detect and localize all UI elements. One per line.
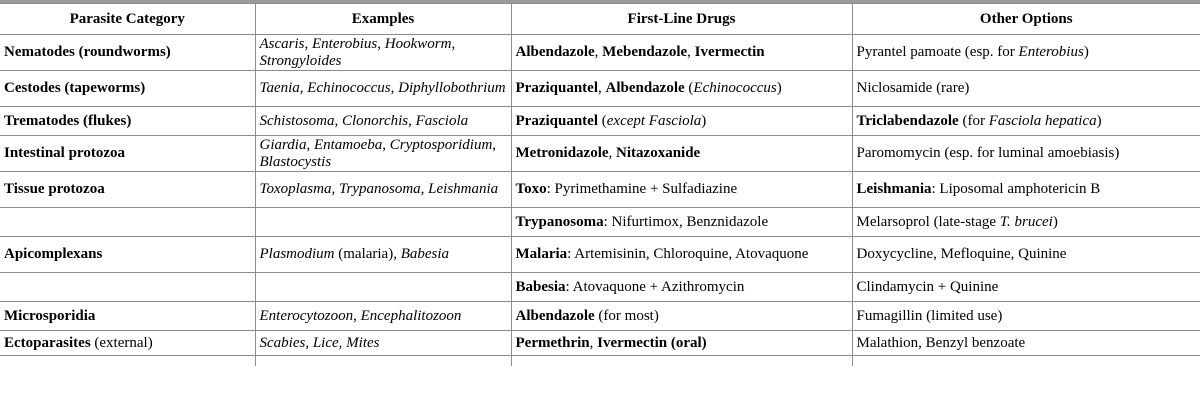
examples-text: Ascaris [259,35,305,52]
table-row [0,273,1200,302]
cell-category [0,107,255,136]
table-row-cutoff [0,356,1200,367]
drugs-text: Babesia [515,278,566,295]
cell-first-line-drugs [511,136,852,172]
drugs-text: : Atovaquone + Azithromycin [565,278,745,295]
category-text: Nematodes (roundworms) [4,44,171,60]
cell-category [0,237,255,273]
cell-first-line-drugs [511,71,852,107]
drugs-text: , [594,44,603,60]
examples-text: Scabies [259,334,306,351]
examples-text: , [492,136,497,153]
cell-category [0,35,255,71]
cell-examples [255,208,511,237]
cell-other-options [852,302,1200,331]
cell-examples [255,35,511,71]
header-examples: Examples [255,4,511,35]
drugs-text: Praziquantel [515,80,598,96]
examples-text: , [331,181,339,197]
category-text: Cestodes (tapeworms) [4,80,146,96]
examples-text: , [390,80,399,96]
examples-text: , [334,112,342,129]
cell-other-options [852,107,1200,136]
examples-text: Entamoeba [313,136,383,153]
examples-text: Cryptosporidium [389,136,493,153]
other-text: ) [1052,213,1058,230]
other-text: Paromomycin (esp. for luminal amoebiasis) [856,145,1120,161]
other-text: Melarsoprol (late-stage [856,213,1000,230]
examples-text: , [306,136,314,153]
drugs-text: Albendazole [515,307,595,324]
other-text: ) [1096,112,1102,129]
cell-first-line-drugs [511,237,852,273]
other-text: Fumagillin (limited use) [856,307,1003,324]
examples-text: Trypanosoma [338,181,421,197]
other-text: Fasciola hepatica [988,112,1097,129]
drugs-text: except Fasciola [606,112,702,129]
examples-text: Hookworm [384,35,452,52]
drugs-text: Mebendazole [602,44,688,60]
other-text: Pyrantel pamoate (esp. for [856,44,1019,60]
examples-text: Fasciola [415,112,469,129]
cell-category [0,71,255,107]
other-text: Clindamycin + Quinine [856,278,999,295]
drugs-text: ( [598,112,607,129]
examples-text: Giardia [259,136,307,153]
examples-text: , [408,112,416,129]
other-text: Leishmania [856,181,932,197]
drugs-text: Echinococcus [693,80,777,96]
drugs-text: , [589,334,598,351]
table-row [0,302,1200,331]
drugs-text: Permethrin [515,334,590,351]
cell-examples [255,302,511,331]
cell-examples [255,136,511,172]
examples-text: , [451,35,456,52]
examples-text: Leishmania [428,181,499,197]
cell-other-options [852,172,1200,208]
drugs-text: Albendazole [605,80,685,96]
drugs-text: Toxo [515,181,547,197]
cell-other-options [852,273,1200,302]
cell-examples [255,331,511,356]
examples-text: Diphyllobothrium [398,80,506,96]
category-text: Apicomplexans [4,246,103,262]
drugs-text: , [608,145,617,161]
cell-category [0,172,255,208]
examples-text: , [382,136,390,153]
category-text: Intestinal protozoa [4,145,125,161]
examples-text: Schistosoma [259,112,335,129]
drugs-text: , [598,80,606,96]
table-row [0,35,1200,71]
drugs-text: : Artemisinin, Chloroquine, Atovaquone [567,246,809,262]
examples-text: , [338,334,347,351]
other-text: Triclabendazole [856,112,959,129]
cell-other-options [852,237,1200,273]
cell-first-line-drugs [511,208,852,237]
cell-category [0,208,255,237]
cell-other-options [852,35,1200,71]
examples-text: , [305,334,313,351]
drugs-text: Metronidazole [515,145,609,161]
drugs-text: ) [776,80,782,96]
cell-other-options [852,208,1200,237]
drugs-text: , [687,44,695,60]
table-row [0,136,1200,172]
cell-first-line-drugs [511,172,852,208]
header-row [0,4,1200,35]
drugs-text: ( [684,80,694,96]
cell-examples [255,107,511,136]
examples-text: Encephalitozoon [360,307,462,324]
examples-text: , [304,35,312,52]
drugs-text: Ivermectin (oral) [597,334,707,351]
other-text: Enterobius [1018,44,1084,60]
cell-first-line-drugs [511,331,852,356]
drugs-text: (for most) [594,307,659,324]
category-text: (external) [90,334,153,351]
table-row [0,237,1200,273]
cell-category [0,302,255,331]
header-parasite-category: Parasite Category [0,4,255,35]
cell-first-line-drugs [511,35,852,71]
examples-text: , [353,307,361,324]
examples-text: Lice [312,334,339,351]
examples-text: Enterobius [312,35,378,52]
header-first-line-drugs: First-Line Drugs [511,4,852,35]
cell-other-options [852,136,1200,172]
other-text: : Liposomal amphotericin B [931,181,1101,197]
other-text: ) [1083,44,1089,60]
category-text: Ectoparasites [4,334,91,351]
other-text: Malathion, Benzyl benzoate [856,334,1026,351]
category-text: Microsporidia [4,307,96,324]
antiparasitic-drug-table [0,3,1200,366]
examples-text: , [377,35,385,52]
cell-other-options [852,331,1200,356]
examples-text: Mites [346,334,380,351]
table-row [0,172,1200,208]
table-row [0,331,1200,356]
drugs-text: Trypanosoma [515,213,604,230]
examples-text: Clonorchis [342,112,409,129]
examples-text: Taenia [259,80,300,96]
category-text: Tissue protozoa [4,181,105,197]
other-text: Niclosamide (rare) [856,80,970,96]
cell-first-line-drugs [511,273,852,302]
cell-category [0,331,255,356]
drugs-text: ) [701,112,707,129]
examples-text: Enterocytozoon [259,307,354,324]
examples-text: Babesia [400,246,450,262]
examples-text: Echinococcus [307,80,391,96]
category-text: Trematodes (flukes) [4,112,132,129]
table-row [0,71,1200,107]
cell-examples [255,273,511,302]
drugs-text: Nitazoxanide [616,145,701,161]
cell-examples [255,172,511,208]
cell-examples [255,71,511,107]
examples-text: Toxoplasma [259,181,332,197]
drugs-text: Praziquantel [515,112,598,129]
examples-text: (malaria), [334,246,401,262]
drugs-text: : Pyrimethamine + Sulfadiazine [546,181,738,197]
cell-first-line-drugs [511,302,852,331]
examples-text: Blastocystis [259,153,332,170]
cell-category [0,136,255,172]
drugs-text: Ivermectin [694,44,765,60]
cell-examples [255,237,511,273]
examples-text: Strongyloides [259,52,342,69]
examples-text: Plasmodium [259,246,335,262]
other-text: T. brucei [999,213,1053,230]
other-text: Doxycycline, Mefloquine, Quinine [856,246,1067,262]
cell-other-options [852,71,1200,107]
cell-first-line-drugs [511,107,852,136]
header-other-options: Other Options [852,4,1200,35]
drugs-text: Malaria [515,246,568,262]
cell-category [0,273,255,302]
examples-text: , [420,181,429,197]
examples-text: , [299,80,308,96]
table-row [0,107,1200,136]
drugs-text: Albendazole [515,44,595,60]
drugs-text: : Nifurtimox, Benznidazole [603,213,769,230]
other-text: (for [958,112,989,129]
table-row [0,208,1200,237]
